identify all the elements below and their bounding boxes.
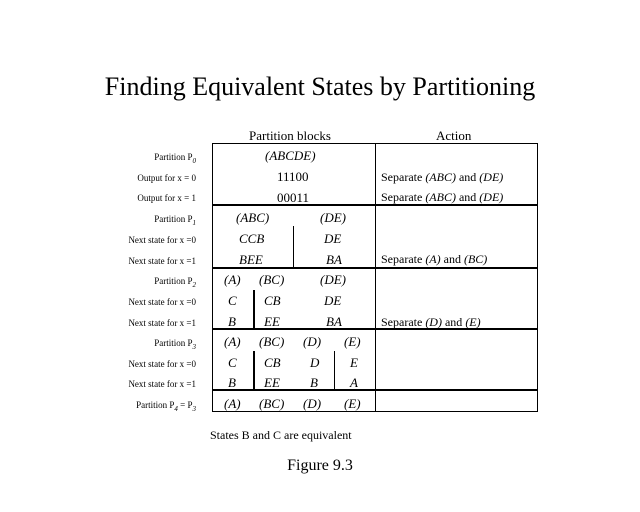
label-next-state-x1: Next state for x =1 [128, 318, 196, 328]
label-partition-p4: Partition $P_4 = P_3$ [136, 400, 196, 413]
p3-block-3: (D) [303, 334, 322, 349]
p3-block-1: (A) [224, 334, 241, 349]
p2-x0-1: C [228, 293, 237, 308]
p3-x1-4: A [350, 375, 358, 390]
p2-block-2: (BC) [259, 272, 285, 287]
p3-x1-3: B [310, 375, 318, 390]
p4-block-1: (A) [224, 396, 241, 411]
p1-block-1: (ABC) [236, 210, 270, 225]
p3-block-4: (E) [344, 334, 361, 349]
label-partition-p2: Partition $P_2$ [154, 276, 196, 289]
action-separate-a-bc: Separate (A) and (BC) [381, 252, 488, 266]
label-partition-p0: Partition $P_0$ [154, 152, 196, 165]
label-next-state-x0: Next state for x =0 [128, 235, 196, 245]
action-separate-abc-de: Separate (ABC) and (DE) [381, 170, 504, 184]
p4-block-3: (D) [303, 396, 322, 411]
p3-x1-1: B [228, 375, 236, 390]
p2-x0-2: CB [264, 293, 281, 308]
label-partition-p1: Partition $P_1$ [154, 214, 196, 227]
p3-block-2: (BC) [259, 334, 285, 349]
output-x0-value: 11100 [277, 169, 309, 184]
header-partition-blocks: Partition blocks [249, 128, 331, 143]
action-separate-d-e: Separate (D) and (E) [381, 315, 481, 329]
p4-block-2: (BC) [259, 396, 285, 411]
p3-x0-1: C [228, 355, 237, 370]
p2-x1-3: BA [326, 314, 342, 329]
label-next-state-x1: Next state for x =1 [128, 379, 196, 389]
p1-x1-2: BA [326, 252, 342, 267]
label-partition-p3: Partition $P_3$ [154, 338, 196, 351]
label-output-x1: Output for x = 1 [137, 193, 196, 203]
p2-x1-2: EE [264, 314, 280, 329]
p4-block-4: (E) [344, 396, 361, 411]
p1-x0-2: DE [324, 231, 342, 246]
block-abcde: (ABCDE) [265, 148, 316, 163]
label-output-x0: Output for x = 0 [137, 173, 196, 183]
label-next-state-x0: Next state for x =0 [128, 297, 196, 307]
p1-x1-1: BEE [239, 252, 263, 267]
p1-block-2: (DE) [320, 210, 346, 225]
p2-x0-3: DE [324, 293, 342, 308]
p2-block-1: (A) [224, 272, 241, 287]
output-x1-value: 00011 [277, 190, 310, 205]
p2-x1-1: B [228, 314, 236, 329]
p3-x0-3: D [310, 355, 320, 370]
p2-block-3: (DE) [320, 272, 346, 287]
label-next-state-x0: Next state for x =0 [128, 359, 196, 369]
figure-caption: Figure 9.3 [287, 457, 353, 474]
label-next-state-x1: Next state for x =1 [128, 256, 196, 266]
equivalence-note: States B and C are equivalent [210, 428, 352, 442]
p3-x0-4: E [350, 355, 358, 370]
action-separate-abc-de: Separate (ABC) and (DE) [381, 190, 504, 204]
page-title: Finding Equivalent States by Partitioning [104, 72, 536, 101]
header-action: Action [436, 128, 472, 143]
p3-x0-2: CB [264, 355, 281, 370]
p1-x0-1: CCB [239, 231, 265, 246]
p3-x1-2: EE [264, 375, 280, 390]
